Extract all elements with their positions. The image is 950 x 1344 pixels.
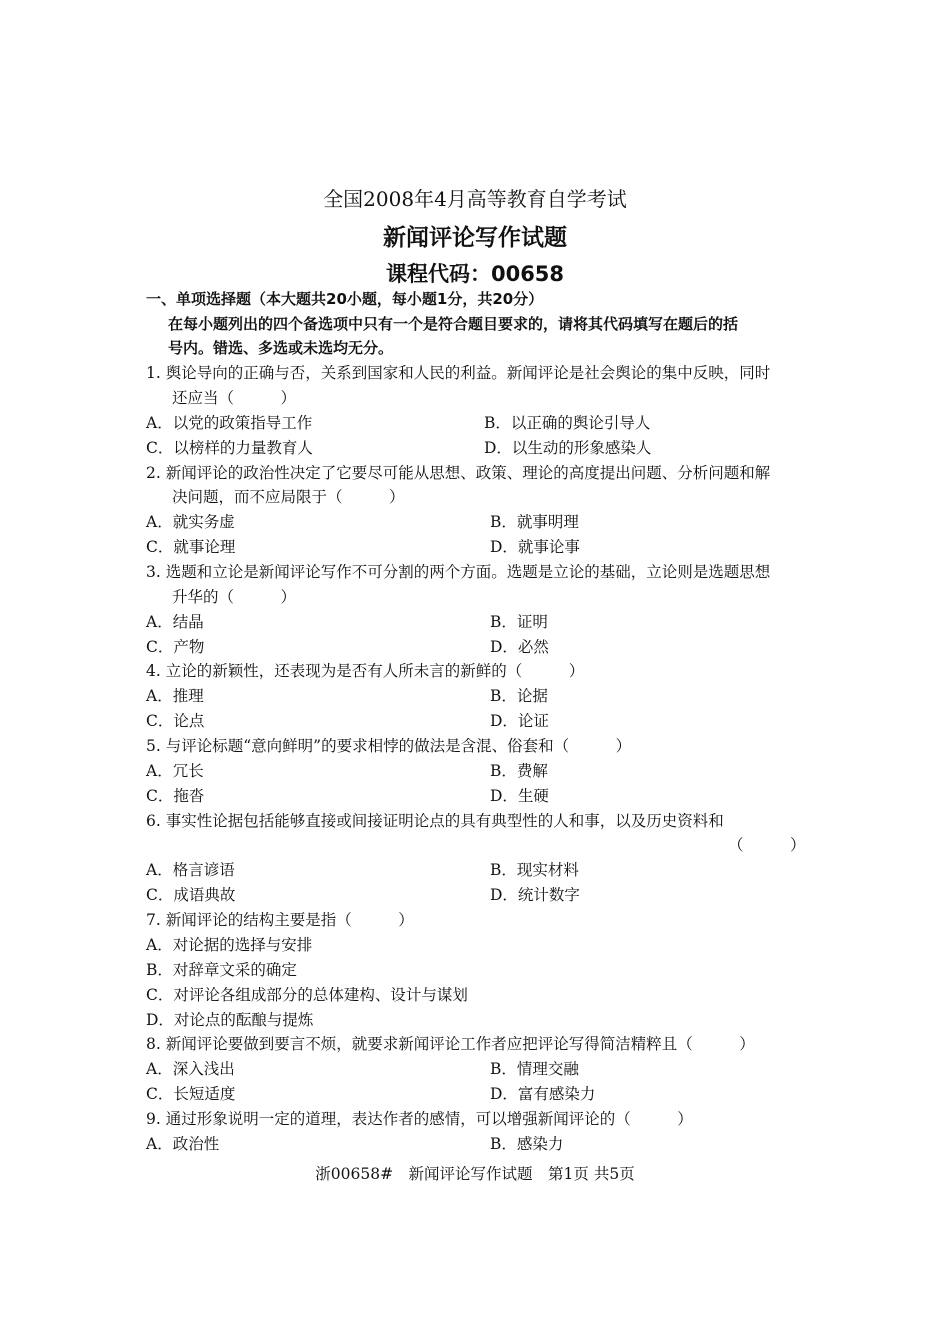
exam-line: 全国2008年4月高等教育自学考试 [323, 187, 627, 211]
option: C．产物 [146, 638, 205, 656]
section-heading: 一、单项选择题（本大题共20小题，每小题1分，共20分） [146, 290, 544, 308]
question-stem: 7. 新闻评论的结构主要是指（ ） [146, 911, 414, 929]
option: D．生硬 [490, 787, 549, 805]
option: A．推理 [146, 687, 204, 705]
option: B．情理交融 [490, 1060, 579, 1078]
option: A．对论据的选择与安排 [146, 936, 313, 954]
question-stem-cont: （ ） [728, 836, 806, 854]
question-stem: 2. 新闻评论的政治性决定了它要尽可能从思想、政策、理论的高度提出问题、分析问题和解 [146, 464, 771, 482]
section-instruction-line1: 在每小题列出的四个备选项中只有一个是符合题目要求的，请将其代码填写在题后的括 [168, 315, 739, 333]
option: A．结晶 [146, 613, 204, 631]
option: B．就事明理 [490, 513, 579, 531]
question-stem-cont: 升华的（ ） [172, 588, 297, 606]
option: D．富有感染力 [490, 1085, 596, 1103]
option: D．对论点的酝酿与提炼 [146, 1011, 314, 1029]
option: B．以正确的舆论引导人 [484, 414, 651, 432]
option: A．深入浅出 [146, 1060, 235, 1078]
option: A．政治性 [146, 1135, 220, 1153]
question-stem-cont: 还应当（ ） [172, 389, 297, 407]
option: B．证明 [490, 613, 548, 631]
option: D．必然 [490, 638, 549, 656]
option: A．以党的政策指导工作 [146, 414, 313, 432]
option: C．拖沓 [146, 787, 205, 805]
option: A．就实务虚 [146, 513, 235, 531]
option: C．成语典故 [146, 886, 236, 904]
option: C．以榜样的力量教育人 [146, 439, 313, 457]
option: B．费解 [490, 762, 548, 780]
option: D．论证 [490, 712, 549, 730]
question-stem: 3. 选题和立论是新闻评论写作不可分割的两个方面。选题是立论的基础，立论则是选题思想 [146, 563, 771, 581]
page-footer: 浙00658# 新闻评论写作试题 第1页 共5页 [315, 1165, 635, 1183]
option: B．论据 [490, 687, 548, 705]
option: C．论点 [146, 712, 205, 730]
option: D．就事论事 [490, 538, 580, 556]
question-stem: 9. 通过形象说明一定的道理，表达作者的感情，可以增强新闻评论的（ ） [146, 1110, 693, 1128]
question-stem: 4. 立论的新颖性，还表现为是否有人所未言的新鲜的（ ） [146, 662, 585, 680]
question-stem-cont: 决问题，而不应局限于（ ） [172, 488, 405, 506]
section-instruction-line2: 号内。错选、多选或未选均无分。 [168, 339, 394, 357]
option: D．统计数字 [490, 886, 580, 904]
question-stem: 5. 与评论标题“意向鲜明”的要求相悖的做法是含混、俗套和（ ） [146, 737, 632, 755]
option: C．就事论理 [146, 538, 236, 556]
course-code: 课程代码：00658 [385, 262, 565, 286]
option: A．冗长 [146, 762, 204, 780]
option: C．长短适度 [146, 1085, 236, 1103]
option: B．对辞章文采的确定 [146, 961, 297, 979]
option: B．现实材料 [490, 861, 579, 879]
question-stem: 8. 新闻评论要做到要言不烦，就要求新闻评论工作者应把评论写得简洁精粹且（ ） [146, 1035, 755, 1053]
option: A．格言谚语 [146, 861, 235, 879]
question-stem: 1. 舆论导向的正确与否，关系到国家和人民的利益。新闻评论是社会舆论的集中反映，同时 [146, 364, 771, 382]
question-stem: 6. 事实性论据包括能够直接或间接证明论点的具有典型性的人和事，以及历史资料和 [146, 812, 724, 830]
option: B．感染力 [490, 1135, 564, 1153]
subject-title: 新闻评论写作试题 [383, 225, 567, 251]
option: D．以生动的形象感染人 [484, 439, 652, 457]
option: C．对评论各组成部分的总体建构、设计与谋划 [146, 986, 468, 1004]
